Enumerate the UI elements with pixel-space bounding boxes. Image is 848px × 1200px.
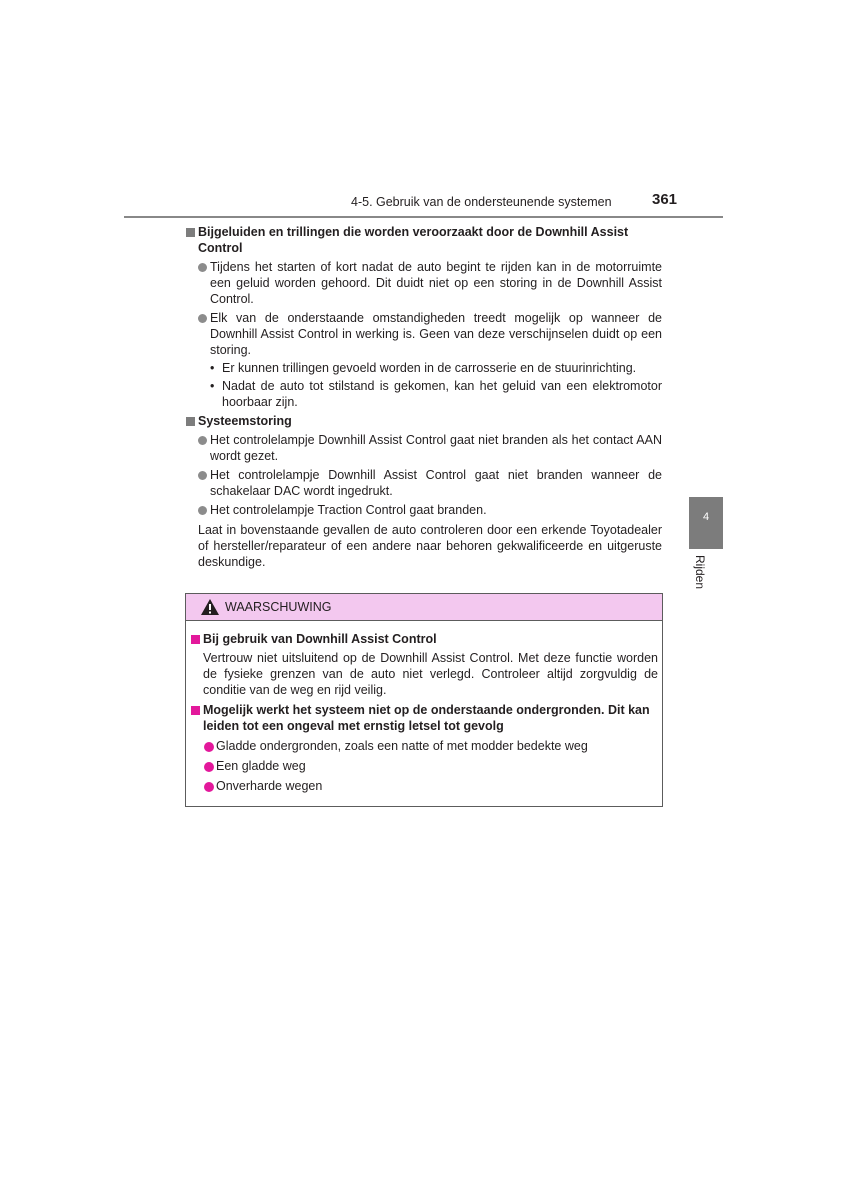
circle-bullet-icon [198, 471, 207, 480]
warning-paragraph: Vertrouw niet uitsluitend op de Downhill Assist Control. Met deze functie worden de fysieke grenzen van de auto niet verlegd. Controleer altijd zorgvuldig de conditie van de weg en rijd veilig. [203, 651, 658, 697]
list-item-text: Elk van de onderstaande omstandigheden treedt mogelijk op wanneer de Downhill Assist Control in werking is. Geen van deze verschijnselen duidt op een storing. [210, 311, 662, 357]
warning-list-item [190, 758, 658, 774]
section-heading-text: Systeemstoring [198, 414, 292, 428]
list-item [186, 432, 662, 464]
list-item-text: Het controlelampje Downhill Assist Control gaat niet branden wanneer de schakelaar DAC wordt ingedrukt. [210, 468, 662, 498]
chapter-number: 4 [702, 511, 710, 523]
warning-triangle-icon [200, 598, 220, 621]
list-item [186, 259, 662, 307]
section-heading-malfunction [186, 413, 662, 429]
header-rule [124, 216, 723, 218]
warning-header [186, 594, 662, 621]
warning-heading [190, 631, 658, 647]
sub-list-item-text: Nadat de auto tot stilstand is gekomen, kan het geluid van een elektromotor hoorbaar zijn. [222, 379, 662, 409]
warning-list-item [190, 738, 658, 754]
section-heading-noise [186, 224, 662, 256]
chapter-label: Rijden [693, 555, 707, 590]
circle-bullet-icon [198, 314, 207, 323]
list-item-text: Het controlelampje Traction Control gaat branden. [210, 503, 487, 517]
sub-list-item-text: Er kunnen trillingen gevoeld worden in de carrosserie en de stuurinrichting. [222, 361, 637, 375]
warning-list-item [190, 778, 658, 794]
list-item [186, 310, 662, 358]
sub-list-item [186, 378, 662, 410]
square-bullet-icon [191, 706, 200, 715]
circle-bullet-icon [204, 762, 214, 772]
circle-bullet-icon [198, 506, 207, 515]
list-item [186, 467, 662, 499]
main-content [186, 224, 662, 570]
header-section-title: 4-5. Gebruik van de ondersteunende systemen [351, 195, 612, 209]
warning-heading-text: Mogelijk werkt het systeem niet op de onderstaande ondergronden. Dit kan leiden tot een ongeval met ernstig letsel tot gevolg [203, 703, 650, 733]
circle-bullet-icon [198, 436, 207, 445]
chapter-tab [689, 497, 723, 549]
warning-title: WAARSCHUWING [225, 600, 332, 614]
circle-bullet-icon [204, 742, 214, 752]
section-heading-text: Bijgeluiden en trillingen die worden veroorzaakt door de Downhill Assist Control [198, 225, 629, 255]
square-bullet-icon [186, 228, 195, 237]
warning-heading [190, 702, 658, 734]
circle-bullet-icon [198, 263, 207, 272]
warning-body [190, 631, 658, 794]
dot-bullet-icon: • [210, 361, 215, 375]
dot-bullet-icon: • [210, 379, 215, 393]
warning-box [185, 593, 663, 807]
circle-bullet-icon [204, 782, 214, 792]
square-bullet-icon [191, 635, 200, 644]
square-bullet-icon [186, 417, 195, 426]
body-paragraph: Laat in bovenstaande gevallen de auto controleren door een erkende Toyotadealer of hersteller/reparateur of een andere naar behoren gekwalificeerde en uitgeruste deskundige. [198, 523, 662, 569]
page-number: 361 [652, 191, 678, 208]
list-item [186, 502, 662, 518]
warning-list-item-text: Onverharde wegen [216, 779, 323, 793]
list-item-text: Tijdens het starten of kort nadat de auto begint te rijden kan in de motorruimte een geluid worden gehoord. Dit duidt niet op een storing in de Downhill Assist Control. [210, 260, 662, 306]
warning-list-item-text: Een gladde weg [216, 759, 306, 773]
warning-heading-text: Bij gebruik van Downhill Assist Control [203, 632, 437, 646]
warning-list-item-text: Gladde ondergronden, zoals een natte of met modder bedekte weg [216, 739, 588, 753]
sub-list-item [186, 360, 662, 376]
list-item-text: Het controlelampje Downhill Assist Control gaat niet branden als het contact AAN wordt gezet. [210, 433, 662, 463]
